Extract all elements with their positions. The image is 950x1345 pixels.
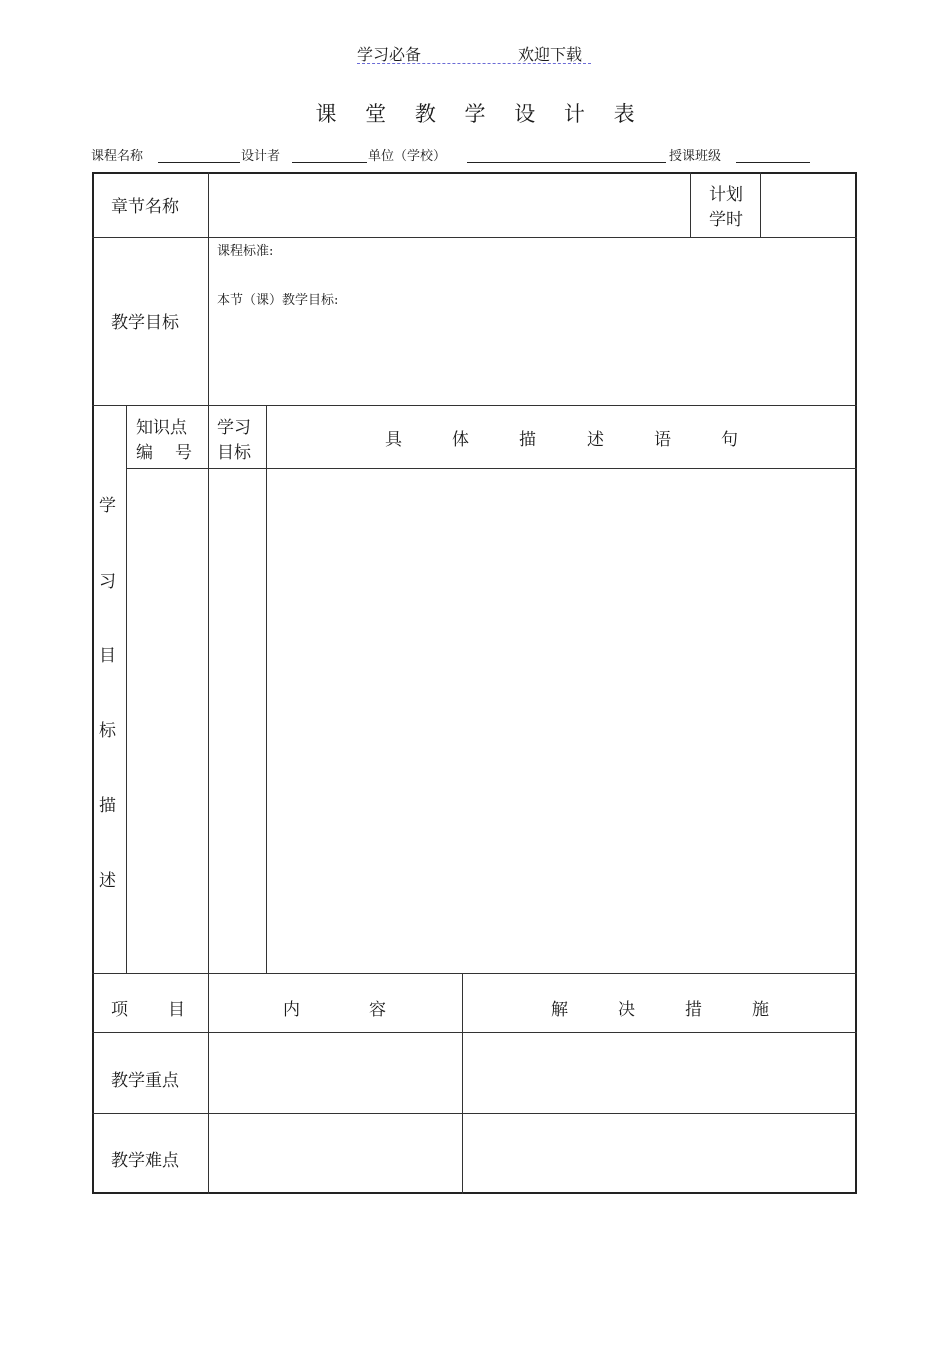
col-divider: [462, 973, 463, 1194]
class-label: 授课班级: [669, 149, 722, 164]
solution-header-char: 措: [685, 1000, 702, 1020]
knowledge-point-label-2a: 编: [136, 443, 153, 463]
description-cell[interactable]: [268, 470, 855, 972]
content-header-char: 容: [369, 1000, 386, 1020]
row-divider: [92, 973, 857, 974]
key-point-content-cell[interactable]: [210, 1034, 461, 1112]
col-divider: [126, 405, 127, 973]
plan-hours-label-2: 学时: [709, 210, 743, 230]
col-divider: [208, 973, 209, 1194]
side-label-char: 描: [99, 796, 116, 816]
course-standard-label: 课程标准:: [217, 244, 274, 259]
difficult-point-solution-cell[interactable]: [464, 1115, 855, 1192]
col-divider: [266, 405, 267, 973]
header-left: 学习必备: [357, 45, 422, 64]
row-divider: [92, 405, 857, 406]
title-char: 计: [563, 102, 585, 126]
title-char: 学: [464, 102, 486, 126]
unit-label: 单位（学校）: [368, 149, 447, 164]
col-divider: [690, 172, 691, 237]
unit-field[interactable]: [467, 162, 666, 163]
title-char: 教: [414, 102, 436, 126]
section-goal-label: 本节（课）教学目标:: [217, 293, 339, 308]
designer-field[interactable]: [292, 162, 367, 163]
side-label-char: 学: [99, 496, 116, 516]
knowledge-point-label-2b: 号: [175, 443, 192, 463]
title-char: 课: [315, 102, 337, 126]
plan-hours-cell[interactable]: [762, 174, 855, 236]
col-divider: [208, 172, 209, 405]
difficult-point-content-cell[interactable]: [210, 1115, 461, 1192]
row-divider: [92, 237, 857, 238]
plan-hours-label-1: 计划: [709, 185, 743, 205]
learning-goal-label-1: 学习: [217, 418, 251, 438]
content-header-char: 内: [283, 1000, 300, 1020]
desc-header-char: 描: [519, 430, 536, 450]
col-divider: [760, 172, 761, 237]
key-point-solution-cell[interactable]: [464, 1034, 855, 1112]
desc-header-char: 述: [587, 430, 604, 450]
side-label-char: 标: [99, 721, 116, 741]
designer-label: 设计者: [241, 149, 281, 164]
side-label-char: 目: [99, 646, 116, 666]
title-char: 设: [514, 102, 536, 126]
side-label-char: 习: [99, 572, 116, 592]
header-right: 欢迎下载: [518, 45, 583, 64]
teaching-goal-label: 教学目标: [111, 313, 179, 333]
key-point-label: 教学重点: [111, 1071, 179, 1091]
row-divider: [127, 468, 857, 469]
solution-header-char: 施: [752, 1000, 769, 1020]
item-header-char: 目: [168, 1000, 185, 1020]
teaching-goal-cell[interactable]: [210, 260, 855, 404]
desc-header-char: 语: [654, 430, 671, 450]
col-divider: [208, 405, 209, 973]
header-dashed-underline: [357, 63, 591, 64]
title-char: 堂: [365, 102, 387, 126]
chapter-name-label: 章节名称: [111, 197, 179, 217]
class-field[interactable]: [736, 162, 810, 163]
solution-header-char: 决: [618, 1000, 635, 1020]
solution-header-char: 解: [551, 1000, 568, 1020]
desc-header-char: 体: [452, 430, 469, 450]
item-header-char: 项: [111, 1000, 128, 1020]
learning-goal-label-2: 目标: [217, 443, 251, 463]
row-divider: [92, 1113, 857, 1114]
course-name-label: 课程名称: [91, 149, 144, 164]
side-label-char: 述: [99, 871, 116, 891]
course-name-field[interactable]: [158, 162, 240, 163]
title-char: 表: [613, 102, 635, 126]
chapter-name-cell[interactable]: [210, 174, 689, 236]
desc-header-char: 句: [721, 430, 738, 450]
knowledge-point-label-1: 知识点: [136, 418, 187, 438]
page-title: [0, 98, 950, 128]
desc-header-char: 具: [385, 430, 402, 450]
learning-goal-cell[interactable]: [210, 470, 265, 972]
row-divider: [92, 1032, 857, 1033]
knowledge-point-cell[interactable]: [128, 470, 207, 972]
difficult-point-label: 教学难点: [111, 1151, 179, 1171]
